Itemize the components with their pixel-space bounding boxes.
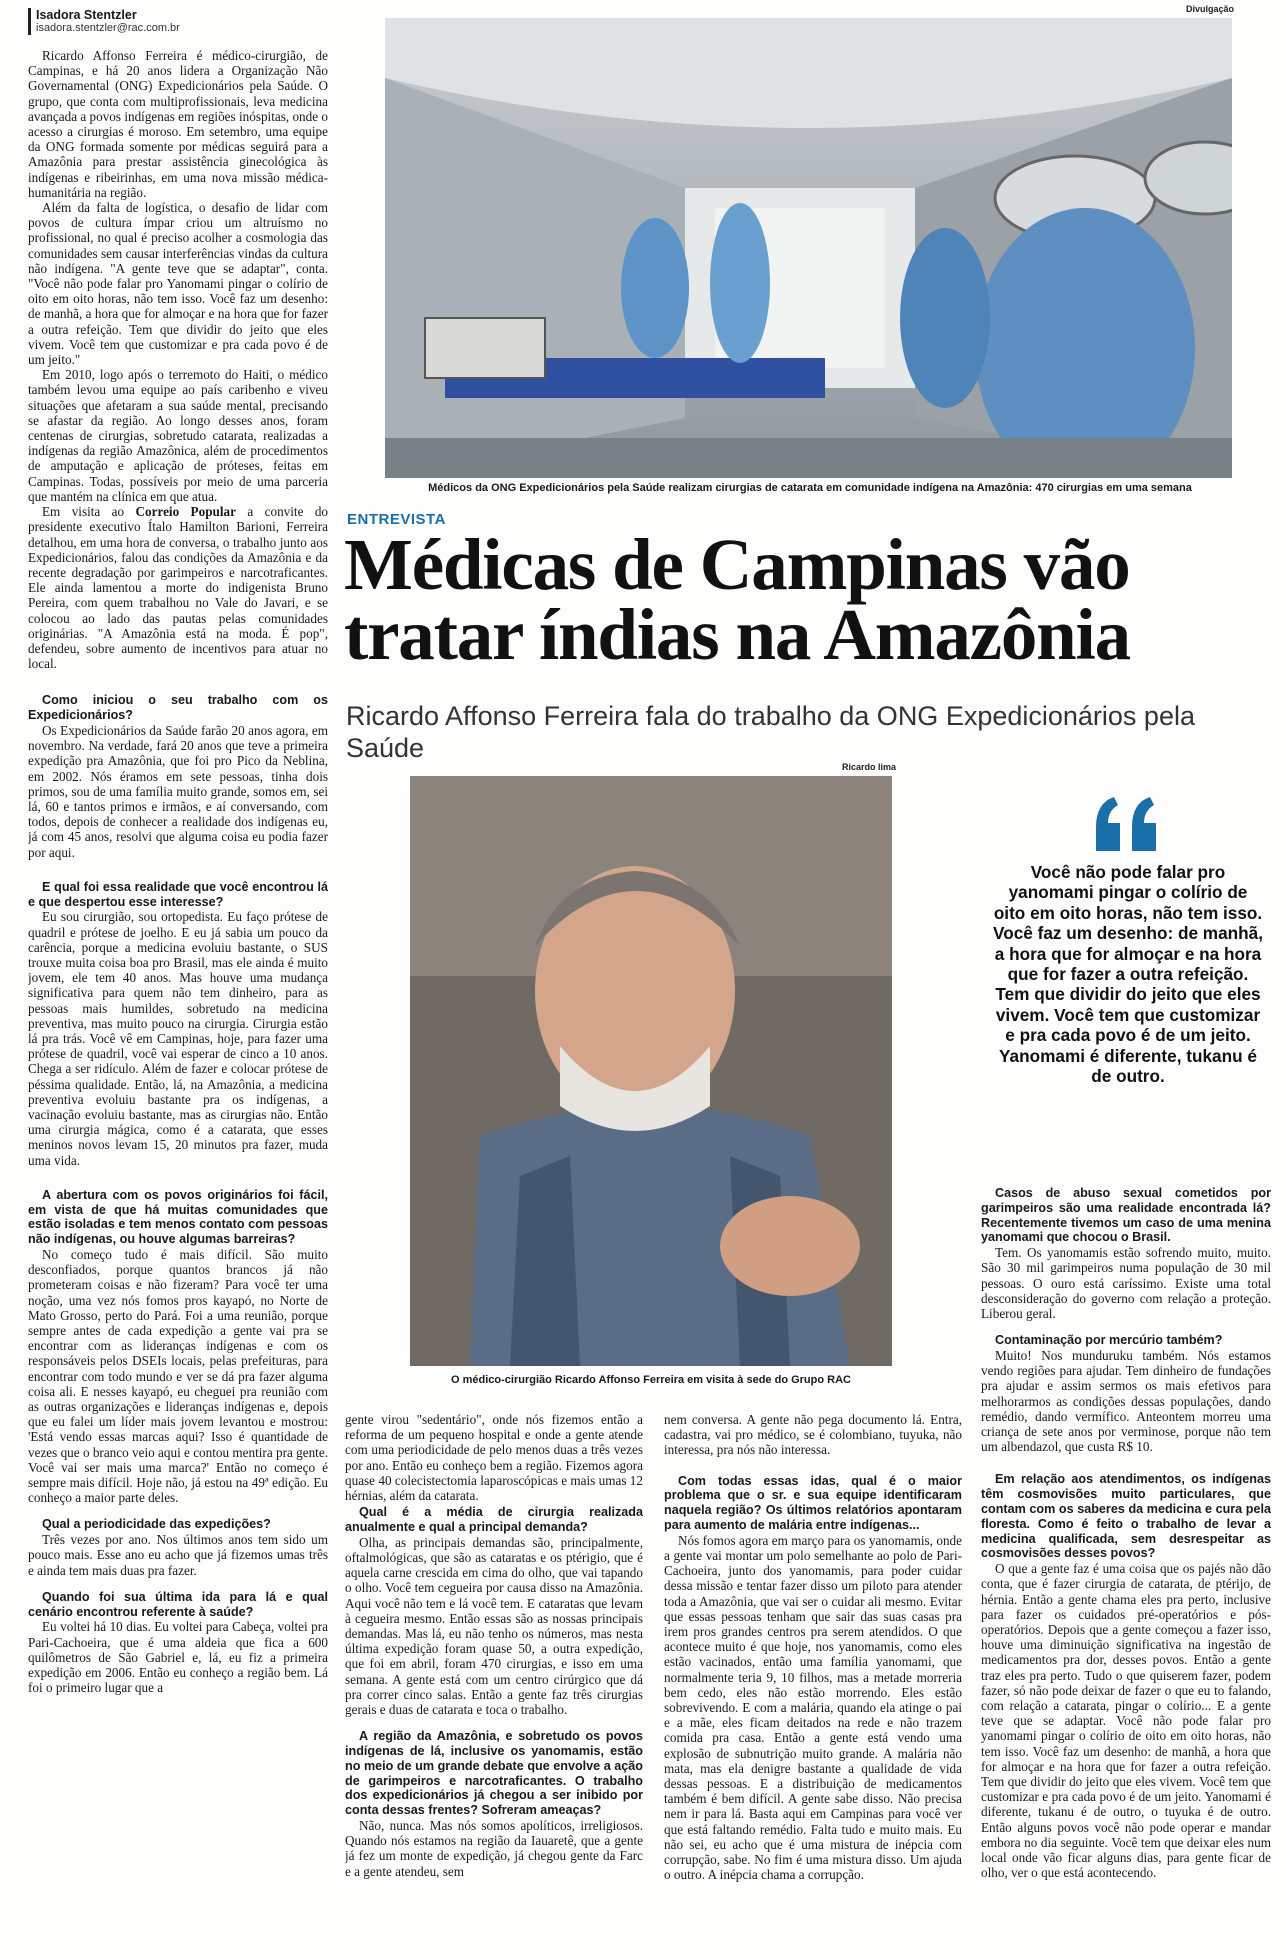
interview-question: Quando foi sua última ida para lá e qual cenário encontrou referente à saúde?: [28, 1589, 328, 1619]
interview-question: Qual é a média de cirurgia realizada anualmente e qual a principal demanda?: [345, 1505, 643, 1535]
headline-line-1: Médicas de Campinas vão: [344, 524, 1130, 605]
author-email: isadora.stentzler@rac.com.br: [36, 22, 180, 34]
subheadline: Ricardo Affonso Ferreira fala do trabalho da ONG Expedicionários pela Saúde: [346, 701, 1195, 763]
interview-answer: Olha, as principais demandas são, principalmente, oftalmológicas, que são as cataratas e os ptérigio, que é aquela carne crescida em cima do olho, que vai tapando o olho. Você tem cegueira por causa disso na Amazônia. Aqui você não tem e lá você tem. E cataratas que levam à cegueira mesmo. Então essas são as nossas principais demandas. Mas lá, eu não tenho os números, mas nesta última expedição foram quase 50, a outra expedição, que foi em abril, foram 470 cirurgias, e isso em uma semana. A gente está com um centro cirúrgico que dá pra correr cinco salas. Então a gente faz três cirurgias gerais e duas de catarata e toca o trabalho.: [345, 1534, 643, 1718]
interview-answer: Não, nunca. Mas nós somos apolíticos, irreligiosos. Quando nós estamos na região da Iauaretê, que a gente já fez um monte de expedição, já chegou gente da Farc e a gente atendeu, sem: [345, 1818, 643, 1879]
pull-quote: Você não pode falar pro yanomami pingar o colírio de oito em oito horas, não tem isso. Você faz um desenho: de manhã, a hora que for almoçar e na hora que for fazer a outra refeição. Tem que dividir do jeito que eles vivem. Você tem que customizar e pra cada povo é de um jeito. Yanomami é diferente, tukanu é de outro.: [993, 862, 1263, 1087]
intro-paragraph: Em 2010, logo após o terremoto do Haiti, o médico também levou uma equipe ao país caribenho e viveu situações que afetaram a sua saúde mental, precisando se afastar da região. Ao longo desses anos, foram centenas de cirurgias, sobretudo catarata, realizadas a indígenas da região Amazônica, além de procedimentos de amputação e aplicação de próteses, feitas em Campinas. Todas, possíveis por meio de uma parceria que mantém na clínica em que atua.: [28, 367, 328, 504]
interview-question: Qual a periodicidade das expedições?: [42, 1517, 271, 1532]
surgery-tent-photo: [385, 18, 1232, 478]
interview-answer: No começo tudo é mais difícil. São muito desconfiados, porque quantos brancos já não prometeram coisas e não fizeram? Para você ter uma noção, uma vez nós fomos pros kayapó, no Norte de Mato Grosso, perto do Pará. Foi a uma reunião, porque sempre antes de cada expedição a gente vai pra se encontrar com as lideranças indígenas e com os responsáveis pelos DSEIs locais, pelas prefeituras, para encontrar com todo mundo e ver se dá pra fazer alguma coisa ali. E nesses kayapó, eu cheguei pra reunião com as outras organizações e lideranças indígenas e, depois que eu falei um líder mais jovem levantou e mostrou: 'Está vendo essas marcas aqui? Isso é quantidade de vezes que o branco veio aqui e contou mentira pra gente. Você vai ser mais uma marca?' Então no começo é sempre mais difícil. Hoje não, já estou na 49ª edição. Eu conheço a maior parte deles.: [28, 1246, 328, 1506]
interview-question: Contaminação por mercúrio também?: [995, 1333, 1223, 1348]
intro-paragraph: Além da falta de logística, o desafio de lidar com povos de cultura ímpar criou um altruísmo no profissional, no qual é preciso acolher a cosmologia das comunidades sem causar interferências vindas da cultura não indígena. "A gente teve que se adaptar", conta. "Você não pode falar pro Yanomami pingar o colírio de oito em oito horas, não tem isso. Você faz um desenho: de manhã, a hora que for almoçar e na hora que for fazer a outra refeição. Tem que dividir do jeito que eles vivem. Você tem que customizar e pra cada povo é de um jeito.": [28, 200, 328, 368]
newspaper-name: Correio Popular: [135, 504, 236, 520]
interview-answer: Nós fomos agora em março para os yanomamis, onde a gente vai montar um polo semelhante ao polo de Pari-Cachoeira, junto dos yanomamis, para poder cuidar dessa missão e tentar fazer disso um piloto para atender toda a Amazônia, que vai ser o cuidar ali mesmo. Evitar que essas pessoas tenham que sair das suas casas pra irem pros grandes centros pra serem atendidos. O que acontece muito é que hoje, nos yanomamis, como eles estão vacinados, então uma família yanomami, que normalmente teria 9, 10 filhos, mas a metade morreria bem cedo, eles não estão morrendo. Eles estão sobrevivendo. E com a malária, quando ela atinge o pai e a mãe, eles ficam deitados na rede e não trazem comida pra casa. Então a gente está vendo uma explosão de subnutrição muito grande. A malária não mata, mas ela denigre bastante a qualidade de vida dessas pessoas. E a distribuição de medicamentos também é bem difícil. A gente sabe disso. Não precisa nem ir para lá. Basta aqui em Campinas para você ver que está faltando remédio. Falta tudo e muito mais. Eu não sei, eu acho que é uma mistura de inépcia com corrupção, sabe. No fim é uma mistura disso. Um ajuda o outro. A inépcia chama a corrupção.: [664, 1532, 962, 1883]
article-column-1: [28, 48, 328, 1952]
interview-answer: Tem. Os yanomamis estão sofrendo muito, muito. São 30 mil garimpeiros numa população de 30 mil pessoas. O ouro está caríssimo. Existe uma total desconsideração do governo com relação a proteção. Liberou geral.: [981, 1245, 1271, 1321]
article-column-3: [664, 1412, 962, 1957]
byline: [28, 8, 180, 35]
interview-answer: O que a gente faz é uma coisa que os pajés não dão conta, que é fazer cirurgia de catarata, de ptérijo, de hérnia. Então a gente chama eles pra perto, inclusive para fazer os cuidados pré-operatórios e pós-operatórios. Depois que a gente começou a fazer isso, houve uma diminuição significativa na ingestão de medicamentos pra dor, desses povos. Então a gente traz eles pra perto. Tudo o que quiserem fazer, podem fazer, só não pode deixar de fazer o que eu to falando, com relação a catarata, pingar o colírio... E a gente teve que se adaptar. Você não pode falar pro yanomami pingar o colírio de oito em oito horas, não tem isso. Você faz um desenho: de manhã, a hora que for almoçar e na hora que for fazer a outra refeição. Tem que dividir do jeito que eles vivem. Você tem que customizar e pra cada povo é de um jeito. Yanomami é diferente, tukanu é de outro, o tuyuka é de outro. Então alguns povos você não pode operar e mandar embora no dia seguinte. Você tem que deixar eles num local onde vão ficar alguns dias, para gente ficar de olho, ver o que está acontecendo.: [981, 1561, 1271, 1881]
interview-question: A região da Amazônia, e sobretudo os povos indígenas de lá, inclusive os yanomamis, estão no meio de um grande debate que envolve a ação de garimpeiros e narcotraficantes. O trabalho dos expedicionários já chegou a ser inibido por conta dessas frentes? Sofreram ameaças?: [345, 1729, 643, 1818]
intro-paragraph: Ricardo Affonso Ferreira é médico-cirurgião, de Campinas, e há 20 anos lidera a Organização Não Governamental (ONG) Expedicionários pela Saúde. O grupo, que conta com multiprofissionais, leva medicina avançada a povos indígenas em regiões inóspitas, onde o acesso a cirurgias é moroso. Em setembro, uma equipe da ONG formada somente por médicas seguirá para a Amazônia para prestar assistência ginecológica às indígenas e ribeirinhas, em uma nova missão médica-humanitária na região.: [28, 48, 328, 200]
article-column-4: [981, 1186, 1271, 1957]
interview-answer: nem conversa. A gente não pega documento lá. Entra, cadastra, vai pro médico, se é colombiano, tuyuka, não interessa, pra nós não interessa.: [664, 1412, 962, 1458]
interview-question: E qual foi essa realidade que você encontrou lá e que despertou esse interesse?: [28, 879, 328, 909]
section-kicker: ENTREVISTA: [347, 511, 446, 528]
intro-paragraph: Em visita ao Correio Popular a convite do presidente executivo Ítalo Hamilton Barioni, Ferreira detalhou, em uma hora de conversa, o trabalho junto aos Expedicionários, falou das condições da Amazônia e da recente degradação por garimpeiros e narcotraficantes. Ele ainda lamentou a morte do indigenista Bruno Pereira, com quem trabalhou no Vale do Javari, e se colocou ao lado das pautas pelas comunidades originárias. "A Amazônia está na moda. É pop", defendeu, sobre aumento de incentivos para atuar no local.: [28, 504, 328, 672]
interview-question: Como iniciou o seu trabalho com os Expedicionários?: [28, 693, 328, 723]
doctor-portrait-photo: [410, 776, 892, 1366]
portrait-caption: O médico-cirurgião Ricardo Affonso Ferreira em visita à sede do Grupo RAC: [451, 1374, 851, 1386]
interview-question: Em relação aos atendimentos, os indígenas têm cosmovisões muito particulares, que contam com os saberes da medicina e cura pela floresta. Como é feito o trabalho de levar a medicina qualificada, sem desrespeitar as cosmovisões desses povos?: [981, 1472, 1271, 1561]
photo-credit: Ricardo lima: [842, 762, 897, 772]
interview-answer: gente virou "sedentário", onde nós fizemos então a reforma de um pequeno hospital e onde a gente atende com uma periodicidade de pelo menos duas a três vezes por ano. Então eu conheço bem a região. Fizemos agora quase 40 colecistectomia laparoscópicas e mais umas 12 hérnias, além da catarata.: [345, 1412, 643, 1504]
interview-question: Casos de abuso sexual cometidos por garimpeiros são uma realidade encontrada lá? Recentemente tivemos um caso de uma menina yanomami que chocou o Brasil.: [981, 1186, 1271, 1245]
doctor-portrait-illustration: [410, 776, 892, 1366]
top-photo-caption: Médicos da ONG Expedicionários pela Saúde realizam cirurgias de catarata em comunidade indígena na Amazônia: 470 cirurgias em uma semana: [428, 482, 1192, 494]
quote-mark-icon: [1092, 795, 1162, 855]
interview-question: A abertura com os povos originários foi fácil, em vista de que há muitas comunidades que estão isoladas e tem menos contato com pessoas não indígenas, ou houve algumas barreiras?: [28, 1187, 328, 1247]
photo-credit: Divulgação: [1185, 4, 1234, 14]
interview-answer: Eu sou cirurgião, sou ortopedista. Eu faço prótese de quadril e prótese de joelho. E eu já sabia um pouco da carência, porque a medicina evoluiu bastante, o SUS trouxe muita coisa boa pro Brasil, mas ele ainda é muito jovem, ele tem 40 anos. Mas houve uma mudança significativa para quem não tem dinheiro, para as pessoas mais humildes, sobretudo na medicina preventiva, mas muito pouco na cirurgia. Cirurgia estão lá pra trás. Você vê em Campinas, hoje, para fazer uma prótese de quadril, você vai esperar de cinco a 10 anos. Chega a ser ridículo. Além de fazer e colocar prótese de péssima qualidade. Então, lá, na Amazônia, a medicina preventiva evoluiu bastante pra os indígenas, a vacinação evoluiu bastante, mas as cirurgias não. Então uma cirurgia mágica, como é a catarata, que esses meninos novos levam 15, 20 minutos pra fazer, muda uma vida.: [28, 909, 328, 1168]
article-column-2: [345, 1412, 643, 1957]
interview-answer: Três vezes por ano. Nos últimos anos tem sido um pouco mais. Esse ano eu acho que já fizemos umas três e ainda tem mais duas pra fazer.: [28, 1532, 328, 1578]
surgery-tent-illustration: [385, 18, 1232, 478]
interview-answer: Os Expedicionários da Saúde farão 20 anos agora, em novembro. Na verdade, fará 20 anos que teve a primeira expedição pra Amazônia, que foi pro Pico da Neblina, em 2002. Nós éramos em sete pessoas, tinha dois primos, sou de uma família muito grande, somos em, sei lá, 60 e tantos primos e irmãos, e aí conversando, com todos, depois de conhecer a realidade dos indígenas eu, já com 45 anos, resolvi que alguma coisa eu podia fazer por aqui.: [28, 722, 328, 860]
author-name: Isadora Stentzler: [36, 8, 137, 22]
interview-answer: Eu voltei há 10 dias. Eu voltei para Cabeça, voltei pra Pari-Cachoeira, que é uma aldeia que fica a 600 quilômetros de São Gabriel e, lá, eu fiz a primeira expedição em 2006. Então eu conheço a região bem. Lá foi o primeiro lugar que a: [28, 1619, 328, 1696]
interview-answer: Muito! Nos munduruku também. Nós estamos vendo regiões para ajudar. Tem dinheiro de fundações pra ajudar e assim sermos os mais efetivos para melhorarmos as condições dessas populações, dando remédio, dando vermífico. Anteontem morreu uma criança de sete anos por verminose, porque não tem um albendazol, que custa R$ 10.: [981, 1348, 1271, 1455]
interview-question: Com todas essas idas, qual é o maior problema que o sr. e sua equipe identificaram naquela região? Os últimos relatórios apontaram para aumento de malária entre indígenas...: [664, 1473, 962, 1532]
headline: [344, 524, 1274, 675]
headline-line-2: tratar índias na Amazônia: [344, 594, 1130, 675]
